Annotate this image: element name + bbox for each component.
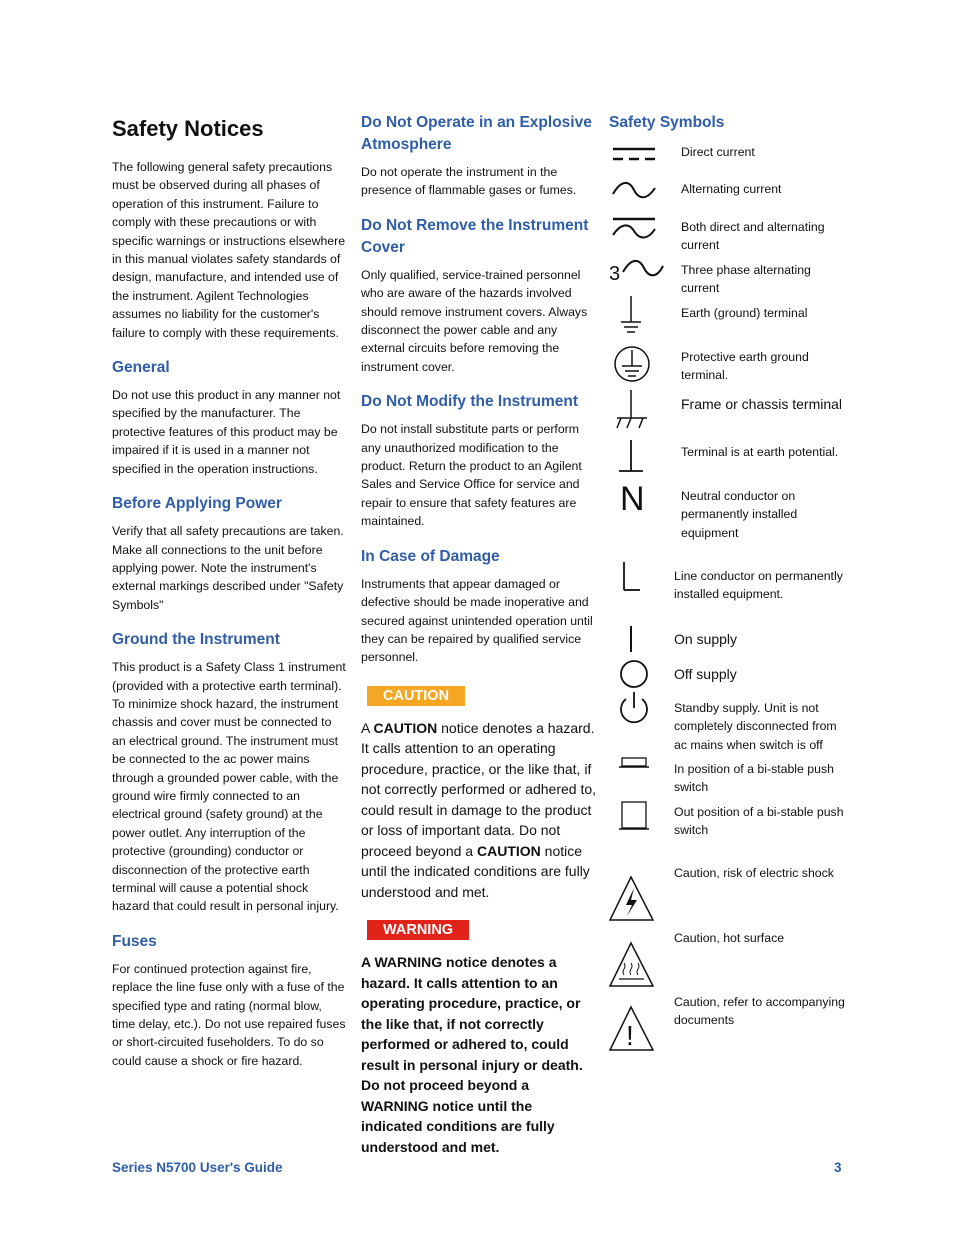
neutral-conductor-icon — [609, 478, 657, 514]
explosive-heading: Do Not Operate in an Explosive Atmosphere — [361, 114, 592, 153]
neutral-letter: N — [620, 480, 645, 514]
standby-icon — [609, 690, 657, 724]
modify-paragraph: Do not install substitute parts or perform any unauthorized modification to the product. Return the product to an Agilent Sales and Service Office for service and repair to ensure that safety features are maintained. — [361, 422, 582, 529]
before-applying-power-heading: Before Applying Power — [112, 495, 282, 513]
caution-text-a: A — [361, 719, 374, 736]
push-out-icon — [609, 799, 657, 833]
warning-badge: WARNING — [367, 920, 469, 940]
fuses-paragraph: For continued protection against fire, replace the line fuse only with a fuse of the specified type and rating (normal blow, time delay, etc.). Do not use repaired fuses or short-circuited fuseholders. To do so could cause a shock or fire hazard. — [112, 961, 346, 1068]
symbol-label: Frame or chassis terminal — [681, 396, 843, 412]
on-supply-icon — [609, 624, 657, 654]
symbol-label: On supply — [674, 631, 738, 647]
earth-potential-icon — [609, 438, 657, 476]
damage-paragraph: Instruments that appear damaged or defective should be made inoperative and secured against unintended operation until they can be repaired by qualified service personnel. — [361, 576, 593, 665]
symbol-label: In position of a bi-stable push switch — [674, 762, 834, 795]
symbol-label: Three phase alternating current — [681, 263, 811, 296]
earth-ground-icon — [609, 294, 657, 336]
alternating-current-icon — [609, 178, 657, 202]
caution-badge: CAUTION — [367, 686, 465, 706]
fuses-heading: Fuses — [112, 932, 157, 950]
explosive-paragraph: Do not operate the instrument in the presence of flammable gases or fumes. — [361, 165, 577, 198]
symbol-label: Protective earth ground terminal. — [681, 350, 809, 383]
symbol-label: Off supply — [674, 666, 737, 682]
symbol-label: Line conductor on permanently installed equipment. — [674, 569, 843, 602]
symbol-label: Terminal is at earth potential. — [681, 445, 839, 459]
intro-paragraph: The following general safety precautions must be observed during all phases of operation of this instrument. Failure to comply with these precautions or with specific warnings or instructions elsewhere in this manual violates safety standards of design, manufacture, and intended use of the instrument. Agilent Technologies assumes no liability for the customer's failure to comply with these requirements. — [112, 160, 346, 340]
footer-page-number: 3 — [834, 1160, 842, 1175]
symbol-label: Neutral conductor on permanently installed equipment — [681, 489, 798, 540]
off-supply-icon — [609, 658, 657, 690]
caution-text-d: notice until the indicated conditions are fully understood and met. — [361, 842, 590, 900]
modify-heading: Do Not Modify the Instrument — [361, 393, 578, 411]
three-phase-icon — [609, 256, 665, 284]
safety-symbols-column — [609, 112, 849, 1062]
footer-guide-title: Series N5700 User's Guide — [112, 1160, 283, 1175]
cover-paragraph: Only qualified, service-trained personnel who are aware of the hazards involved should remove instrument covers. Always disconnect the power cable and any external circuits before removing the instrument cover. — [361, 267, 588, 374]
push-in-icon — [609, 754, 657, 772]
both-dc-ac-icon — [609, 215, 657, 243]
symbol-label: Standby supply. Unit is not completely disconnected from ac mains when switch is off — [674, 701, 837, 752]
general-paragraph: Do not use this product in any manner not specified by the manufacturer. The protective features of this product may be impaired if it is used in a manner not specified in the operation instructions. — [112, 388, 341, 476]
symbol-label: Out position of a bi-stable push switch — [674, 805, 844, 838]
page-title: Safety Notices — [112, 116, 264, 141]
cover-heading: Do Not Remove the Instrument Cover — [361, 216, 589, 256]
warning-paragraph: A WARNING notice denotes a hazard. It calls attention to an operating procedure, practice, or the like that, if not correctly performed or adhered to, could result in personal injury or death. Do not proceed beyond a WARNING notice until the indicated conditions are fully understood and met. — [361, 954, 583, 1155]
caution-paragraph — [361, 718, 597, 903]
symbol-label: Caution, risk of electric shock — [674, 866, 834, 880]
caution-text-c: notice denotes a hazard. It calls attention to an operating procedure, practice, or the like that, if not correctly performed or adhered to, could result in damage to the product or loss of important data. Do not proceed beyond a — [361, 719, 597, 859]
symbol-label: Alternating current — [681, 182, 782, 196]
left-column — [112, 112, 348, 1085]
electric-shock-icon — [609, 874, 657, 924]
caution-word: CAUTION — [476, 842, 541, 859]
ground-instrument-heading: Ground the Instrument — [112, 631, 280, 649]
before-applying-power-paragraph: Verify that all safety precautions are taken. Make all connections to the unit before applying power. Note the instrument's external markings described under "Safety Symbols" — [112, 524, 344, 612]
caution-word: CAUTION — [373, 719, 438, 736]
three-phase-digit: 3 — [609, 263, 621, 284]
general-heading: General — [112, 359, 170, 377]
symbol-label: Caution, hot surface — [674, 931, 785, 945]
symbol-label: Caution, refer to accompanying documents — [674, 995, 845, 1028]
refer-docs-icon — [609, 1004, 657, 1054]
middle-column — [361, 112, 597, 1171]
safety-symbols-heading: Safety Symbols — [609, 114, 725, 131]
symbol-label: Direct current — [681, 145, 755, 159]
symbol-label: Both direct and alternating current — [681, 220, 825, 253]
chassis-terminal-icon — [609, 388, 657, 430]
exclamation-glyph: ! — [626, 1020, 634, 1051]
hot-surface-icon — [609, 940, 657, 990]
protective-earth-icon — [609, 344, 657, 384]
ground-instrument-paragraph: This product is a Safety Class 1 instrument (provided with a protective earth terminal). To minimize shock hazard, the instrument chassis and cover must be connected to an electrical ground. The instrument must be connected to the ac power mains through a grounded power cable, with the ground wire firmly connected to an electrical ground (safety ground) at the power outlet. Any interruption of the protective (grounding) conductor or disconnection of the protective earth terminal will cause a potential shock hazard that could result in personal injury. — [112, 660, 346, 914]
damage-heading: In Case of Damage — [361, 547, 500, 565]
symbol-label: Earth (ground) terminal — [681, 306, 808, 320]
line-conductor-icon — [609, 560, 657, 594]
direct-current-icon — [609, 144, 657, 164]
